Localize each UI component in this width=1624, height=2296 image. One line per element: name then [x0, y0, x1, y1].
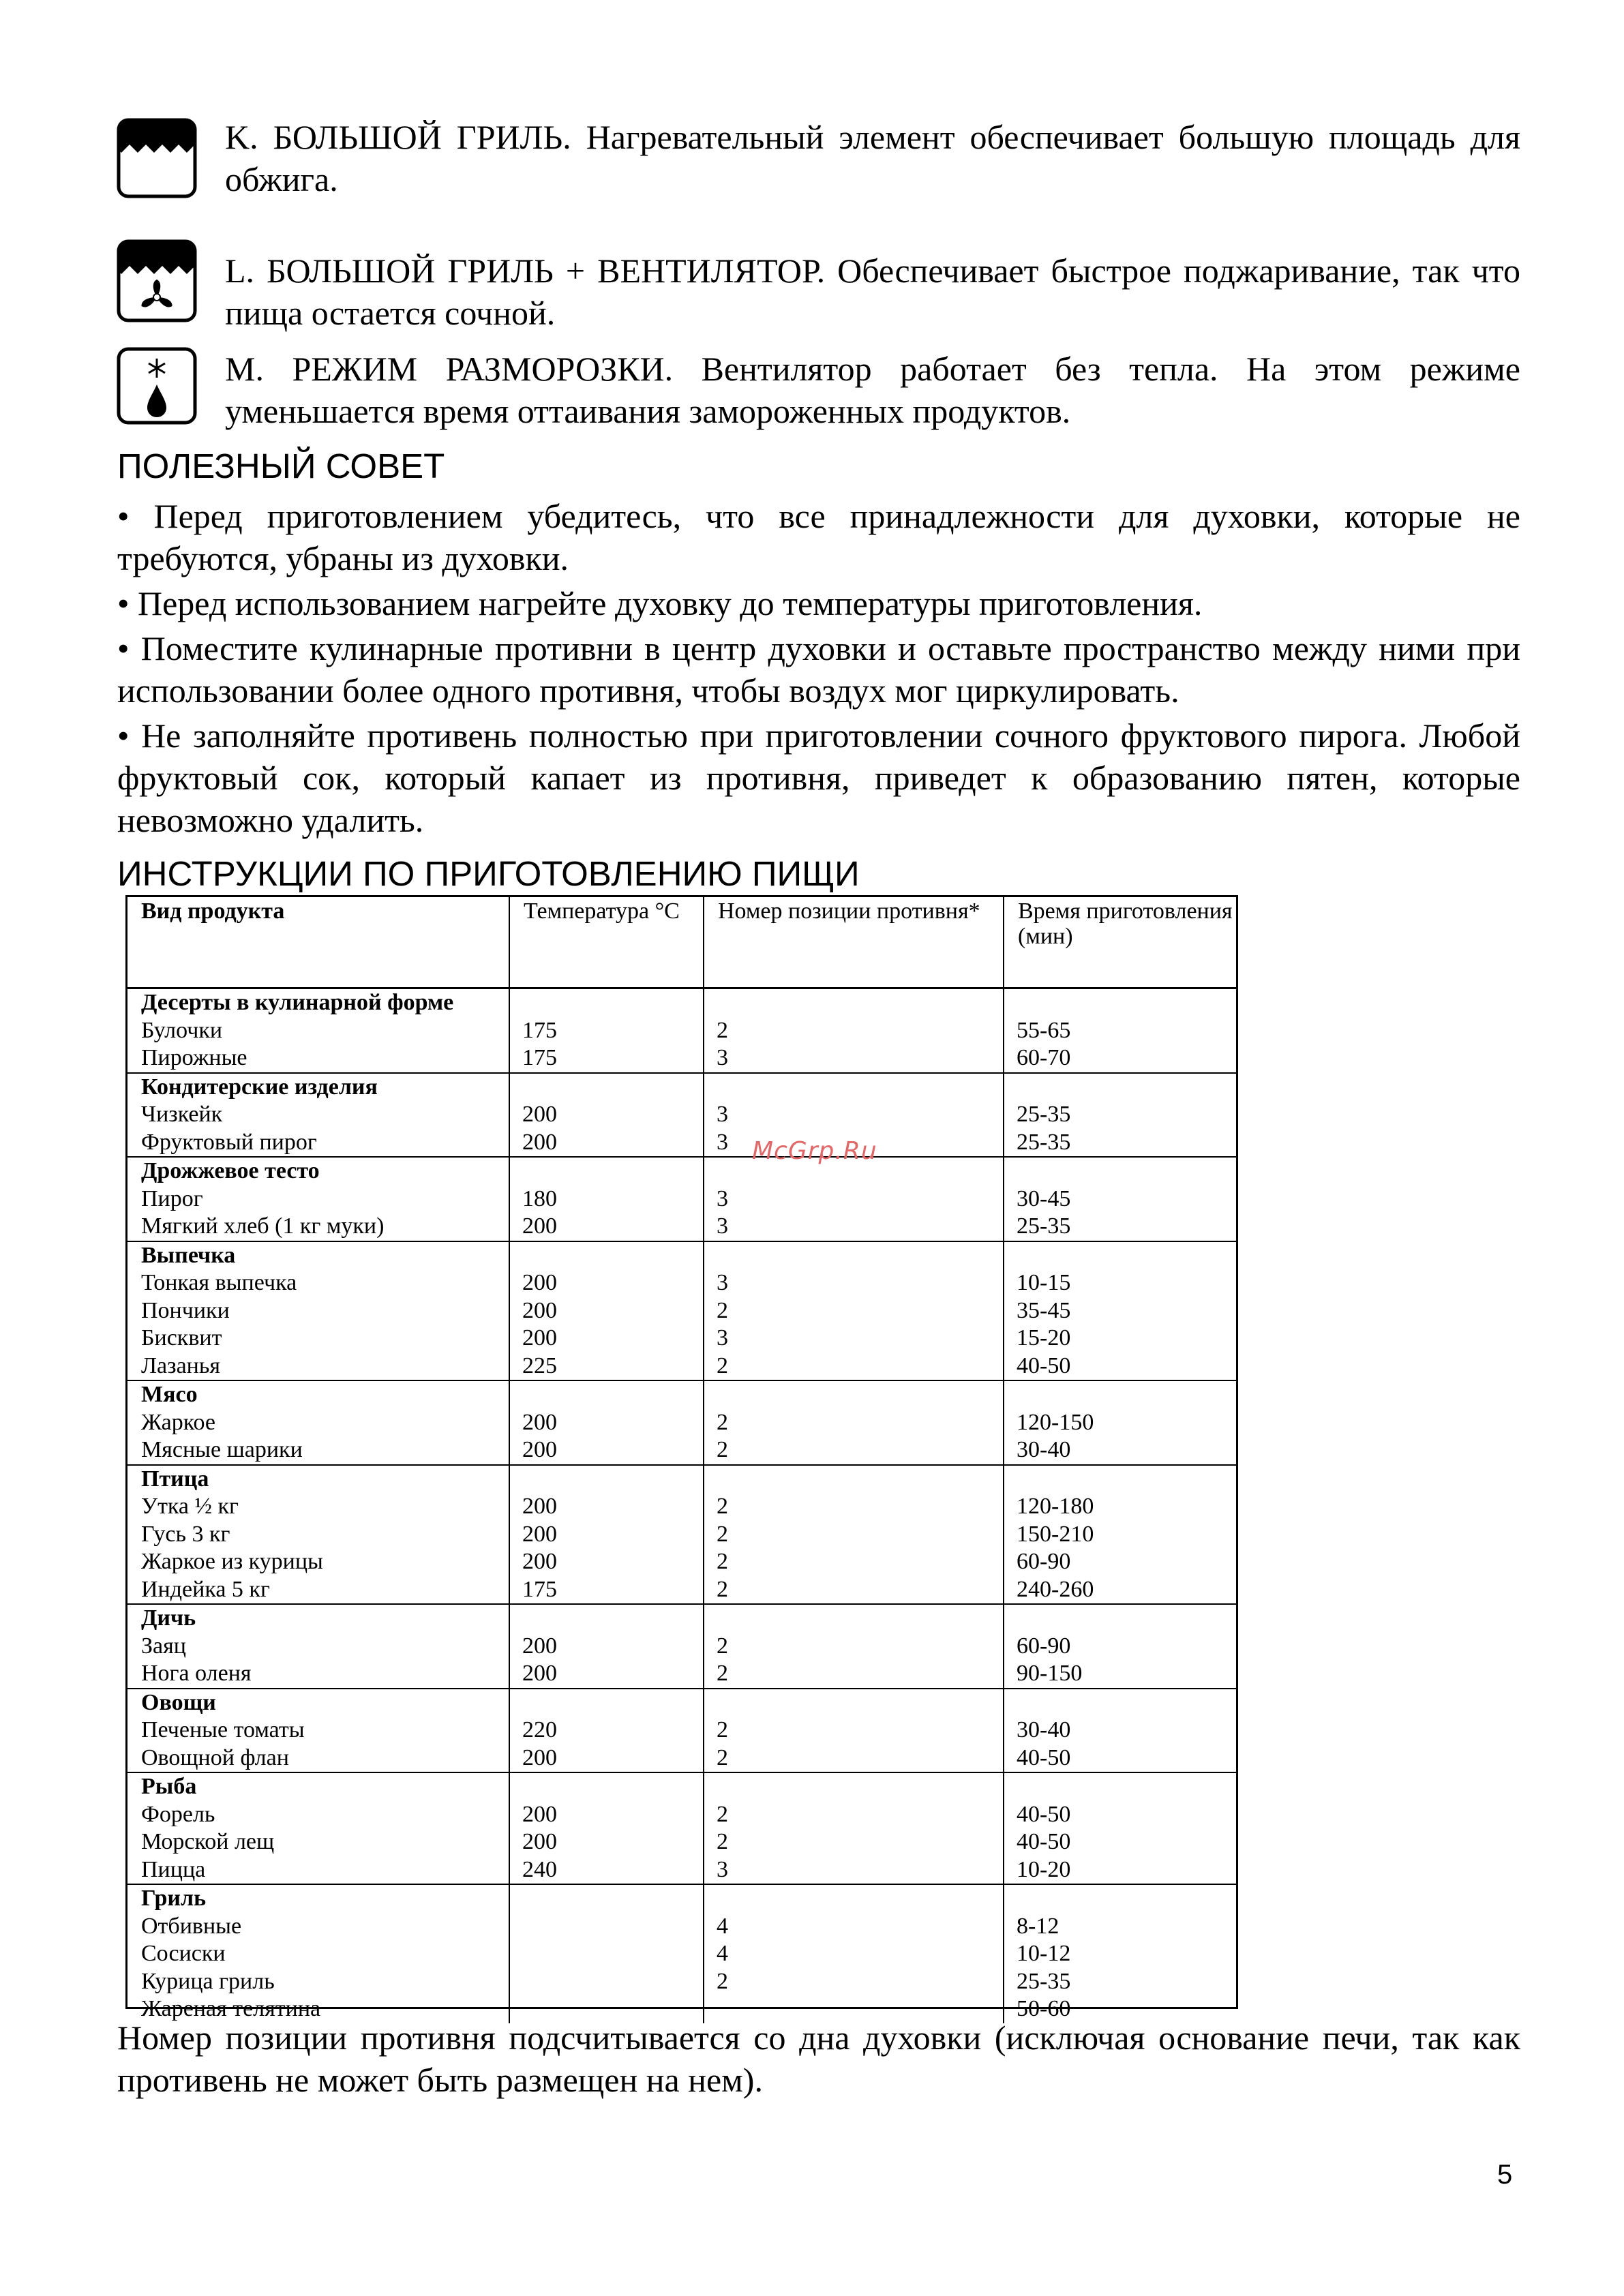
temperature-cell	[509, 1772, 704, 1884]
shelf-value: 4	[717, 1913, 728, 1939]
large-grill-fan-icon	[116, 239, 198, 323]
time-value: 25-35	[1017, 1968, 1071, 1994]
shelf-value: 3	[717, 1102, 728, 1127]
time-cell	[1004, 1604, 1236, 1689]
temperature-cell	[509, 1157, 704, 1241]
empty-line	[717, 989, 1003, 1017]
time-cell	[1004, 1772, 1236, 1884]
empty-line	[717, 1773, 1003, 1801]
shelf-cell	[704, 1380, 1004, 1465]
product-name: Форель	[141, 1801, 215, 1827]
time-value: 15-20	[1017, 1325, 1071, 1350]
shelf-value: 3	[717, 1129, 728, 1155]
time-value: 8-12	[1017, 1913, 1059, 1939]
time-value: 60-90	[1017, 1549, 1071, 1574]
product-name: Сосиски	[141, 1941, 226, 1966]
time-cell	[1004, 988, 1236, 1073]
shelf-cell	[704, 1772, 1004, 1884]
cooking-table-grid	[127, 897, 1236, 2023]
product-cell	[127, 988, 509, 1073]
empty-line	[1017, 989, 1236, 1017]
empty-line	[1017, 1381, 1236, 1409]
product-cell	[127, 1689, 509, 1773]
empty-line	[1017, 1689, 1236, 1717]
time-value: 120-180	[1017, 1494, 1094, 1519]
temperature-value: 200	[522, 1829, 557, 1854]
product-name: Жаркое из курицы	[141, 1549, 323, 1574]
product-name: Овощной флан	[141, 1744, 289, 1770]
time-cell	[1004, 1073, 1236, 1158]
temperature-value	[522, 1940, 703, 1968]
empty-line	[1017, 1074, 1236, 1102]
time-value: 30-40	[1017, 1437, 1071, 1462]
shelf-value: 3	[717, 1270, 728, 1295]
empty-line	[717, 1885, 1003, 1913]
product-name: Жаркое	[141, 1409, 216, 1435]
time-cell	[1004, 1380, 1236, 1465]
time-cell	[1004, 1689, 1236, 1773]
product-name: Бисквит	[141, 1325, 222, 1350]
product-name: Пирог	[141, 1185, 203, 1211]
product-name: Тонкая выпечка	[141, 1270, 297, 1295]
temperature-value: 220	[522, 1717, 557, 1742]
temperature-value: 240	[522, 1856, 557, 1882]
shelf-value: 3	[717, 1325, 728, 1350]
time-value: 40-50	[1017, 1801, 1071, 1827]
temperature-value: 225	[522, 1353, 557, 1378]
product-name: Пицца	[141, 1856, 206, 1882]
product-cell	[127, 1157, 509, 1241]
time-value: 40-50	[1017, 1744, 1071, 1770]
temperature-cell	[509, 1884, 704, 2023]
time-value: 120-150	[1017, 1409, 1094, 1435]
shelf-value: 2	[717, 1717, 728, 1742]
header-shelf-position: Номер позиции противня*	[704, 897, 1004, 988]
temperature-value: 200	[522, 1521, 557, 1547]
temperature-cell	[509, 1465, 704, 1605]
shelf-value: 2	[717, 1661, 728, 1686]
product-name: Мясные шарики	[141, 1437, 303, 1462]
shelf-value: 2	[717, 1744, 728, 1770]
temperature-value: 200	[522, 1297, 557, 1323]
time-value: 40-50	[1017, 1353, 1071, 1378]
time-cell	[1004, 1884, 1236, 2023]
category-label: Овощи	[141, 1689, 216, 1715]
temperature-value: 175	[522, 1045, 557, 1070]
product-name: Мягкий хлеб (1 кг муки)	[141, 1213, 385, 1239]
time-value: 55-65	[1017, 1017, 1071, 1043]
empty-line	[1017, 1242, 1236, 1270]
product-name: Утка ½ кг	[141, 1494, 239, 1519]
table-title: ИНСТРУКЦИИ ПО ПРИГОТОВЛЕНИЮ ПИЩИ	[117, 854, 860, 893]
empty-line	[522, 1242, 703, 1270]
shelf-cell	[704, 1884, 1004, 2023]
mode-m-text: M. РЕЖИМ РАЗМОРОЗКИ. Вентилятор работает без тепла. На этом режиме уменьшается время оттаивания замороженных продуктов.	[225, 350, 1520, 430]
shelf-value: 2	[717, 1549, 728, 1574]
header-temperature: Температура °С	[509, 897, 704, 988]
shelf-value: 2	[717, 1297, 728, 1323]
time-value: 90-150	[1017, 1661, 1083, 1686]
table-body	[127, 988, 1236, 2023]
temperature-value: 200	[522, 1661, 557, 1686]
temperature-cell	[509, 1604, 704, 1689]
shelf-value: 3	[717, 1045, 728, 1070]
empty-line	[1017, 1605, 1236, 1633]
product-name: Чизкейк	[141, 1102, 223, 1127]
time-value: 240-260	[1017, 1576, 1094, 1602]
shelf-value: 2	[717, 1801, 728, 1827]
shelf-value: 2	[717, 1968, 728, 1994]
time-value: 30-40	[1017, 1717, 1071, 1742]
shelf-cell	[704, 1157, 1004, 1241]
shelf-value: 2	[717, 1409, 728, 1435]
time-value: 10-20	[1017, 1856, 1071, 1882]
time-cell	[1004, 1157, 1236, 1241]
table-group	[127, 1689, 1236, 1773]
product-cell	[127, 1604, 509, 1689]
category-label: Птица	[141, 1466, 209, 1492]
table-group	[127, 1380, 1236, 1465]
temperature-value: 200	[522, 1213, 557, 1239]
temperature-value: 175	[522, 1017, 557, 1043]
time-value: 60-70	[1017, 1045, 1071, 1070]
temperature-value: 200	[522, 1102, 557, 1127]
product-name: Морской лещ	[141, 1829, 275, 1854]
product-name: Отбивные	[141, 1913, 242, 1939]
shelf-value: 2	[717, 1017, 728, 1043]
category-label: Дичь	[141, 1605, 196, 1631]
table-group	[127, 1465, 1236, 1605]
time-value: 60-90	[1017, 1633, 1071, 1659]
empty-line	[1017, 1466, 1236, 1494]
product-name: Пончики	[141, 1297, 230, 1323]
shelf-cell	[704, 1689, 1004, 1773]
product-name: Лазанья	[141, 1353, 221, 1378]
product-name: Курица гриль	[141, 1968, 275, 1994]
temperature-cell	[509, 1689, 704, 1773]
empty-line	[522, 1074, 703, 1102]
empty-line	[522, 1689, 703, 1717]
time-value: 10-12	[1017, 1941, 1071, 1966]
empty-line	[717, 1605, 1003, 1633]
time-value: 150-210	[1017, 1521, 1094, 1547]
time-value: 10-15	[1017, 1270, 1071, 1295]
empty-line	[717, 1381, 1003, 1409]
product-cell	[127, 1465, 509, 1605]
table-group	[127, 988, 1236, 1073]
shelf-value: 3	[717, 1185, 728, 1211]
time-cell	[1004, 1465, 1236, 1605]
temperature-value: 200	[522, 1744, 557, 1770]
category-label: Выпечка	[141, 1242, 236, 1268]
empty-line	[522, 1605, 703, 1633]
time-value: 25-35	[1017, 1213, 1071, 1239]
table-group	[127, 1884, 1236, 2023]
temperature-cell	[509, 988, 704, 1073]
shelf-value: 2	[717, 1353, 728, 1378]
temperature-value	[522, 1968, 703, 1996]
category-label: Десерты в кулинарной форме	[141, 990, 454, 1015]
empty-line	[717, 1074, 1003, 1102]
large-grill-icon	[116, 117, 198, 199]
product-name: Пирожные	[141, 1045, 247, 1070]
table-group	[127, 1073, 1236, 1158]
time-value: 25-35	[1017, 1129, 1071, 1155]
temperature-value: 200	[522, 1494, 557, 1519]
temperature-value: 175	[522, 1576, 557, 1602]
temperature-cell	[509, 1241, 704, 1381]
product-name: Жареная телятина	[141, 1996, 321, 2021]
category-label: Гриль	[141, 1886, 207, 1911]
category-label: Кондитерские изделия	[141, 1074, 378, 1100]
watermark: McGrp.Ru	[752, 1137, 877, 1165]
empty-line	[522, 1466, 703, 1494]
tips-title: ПОЛЕЗНЫЙ СОВЕТ	[117, 447, 445, 485]
temperature-value: 200	[522, 1549, 557, 1574]
shelf-cell	[704, 1604, 1004, 1689]
tip-1: • Перед приготовлением убедитесь, что все принадлежности для духовки, которые не требуются, убраны из духовки.	[117, 497, 1520, 577]
empty-line	[1017, 1158, 1236, 1185]
tip-2: • Перед использованием нагрейте духовку до температуры приготовления.	[117, 584, 1203, 622]
shelf-value: 2	[717, 1576, 728, 1602]
temperature-value: 200	[522, 1129, 557, 1155]
shelf-value: 2	[717, 1521, 728, 1547]
empty-line	[522, 1885, 703, 1913]
category-label: Дрожжевое тесто	[141, 1158, 320, 1183]
shelf-value: 4	[717, 1941, 728, 1966]
product-cell	[127, 1073, 509, 1158]
mode-k-text: K. БОЛЬШОЙ ГРИЛЬ. Нагревательный элемент обеспечивает большую площадь для обжига.	[225, 118, 1520, 198]
temperature-value: 200	[522, 1801, 557, 1827]
shelf-cell	[704, 988, 1004, 1073]
category-label: Мясо	[141, 1382, 198, 1407]
defrost-icon	[116, 346, 198, 425]
product-cell	[127, 1772, 509, 1884]
shelf-value: 2	[717, 1829, 728, 1854]
table-group	[127, 1604, 1236, 1689]
empty-line	[522, 1381, 703, 1409]
time-value: 50-60	[1017, 1996, 1071, 2021]
temperature-value: 200	[522, 1325, 557, 1350]
time-value: 40-50	[1017, 1829, 1071, 1854]
temperature-value: 200	[522, 1409, 557, 1435]
empty-line	[717, 1689, 1003, 1717]
shelf-cell	[704, 1241, 1004, 1381]
product-name: Заяц	[141, 1633, 186, 1659]
shelf-value: 2	[717, 1494, 728, 1519]
time-cell	[1004, 1241, 1236, 1381]
product-name: Печеные томаты	[141, 1717, 305, 1742]
empty-line	[522, 1158, 703, 1185]
temperature-value: 200	[522, 1270, 557, 1295]
product-cell	[127, 1884, 509, 2023]
temperature-cell	[509, 1380, 704, 1465]
product-name: Фруктовый пирог	[141, 1129, 317, 1155]
shelf-value: 3	[717, 1213, 728, 1239]
product-name: Булочки	[141, 1017, 223, 1043]
temperature-value	[522, 1913, 703, 1941]
empty-line	[717, 1466, 1003, 1494]
empty-line	[522, 1773, 703, 1801]
product-name: Нога оленя	[141, 1661, 252, 1686]
tip-3: • Поместите кулинарные противни в центр духовки и оставьте пространство между ними при использовании более одного противня, чтобы воздух мог циркулировать.	[117, 629, 1520, 710]
header-cooking-time: Время приготовления (мин)	[1004, 897, 1236, 988]
table-group	[127, 1157, 1236, 1241]
temperature-value: 200	[522, 1437, 557, 1462]
product-name: Гусь 3 кг	[141, 1521, 230, 1547]
header-product: Вид продукта	[127, 897, 509, 988]
empty-line	[1017, 1773, 1236, 1801]
page-number: 5	[1497, 2160, 1513, 2190]
table-group	[127, 1241, 1236, 1381]
shelf-value: 2	[717, 1437, 728, 1462]
shelf-value: 3	[717, 1856, 728, 1882]
table-group	[127, 1772, 1236, 1884]
tip-4: • Не заполняйте противень полностью при приготовлении сочного фруктового пирога. Любой фруктовый сок, который капает из противня, приведет к образованию пятен, которые невозможно удалить.	[117, 716, 1520, 839]
temperature-cell	[509, 1073, 704, 1158]
empty-line	[1017, 1885, 1236, 1913]
shelf-value: 2	[717, 1633, 728, 1659]
mode-l-text: L. БОЛЬШОЙ ГРИЛЬ + ВЕНТИЛЯТОР. Обеспечивает быстрое поджаривание, так что пища остается сочной.	[225, 252, 1520, 332]
product-cell	[127, 1380, 509, 1465]
table-header-row	[127, 897, 1236, 988]
time-value: 25-35	[1017, 1102, 1071, 1127]
time-value: 35-45	[1017, 1297, 1071, 1323]
category-label: Рыба	[141, 1774, 197, 1799]
time-value: 30-45	[1017, 1185, 1071, 1211]
cooking-table	[125, 895, 1238, 2021]
product-cell	[127, 1241, 509, 1381]
temperature-value: 200	[522, 1633, 557, 1659]
product-name: Индейка 5 кг	[141, 1576, 270, 1602]
footnote: Номер позиции противня подсчитывается со дна духовки (исключая основание печи, так как противень не может быть размещен на нем).	[117, 2019, 1520, 2099]
empty-line	[522, 989, 703, 1017]
temperature-value: 180	[522, 1185, 557, 1211]
shelf-cell	[704, 1465, 1004, 1605]
empty-line	[717, 1242, 1003, 1270]
